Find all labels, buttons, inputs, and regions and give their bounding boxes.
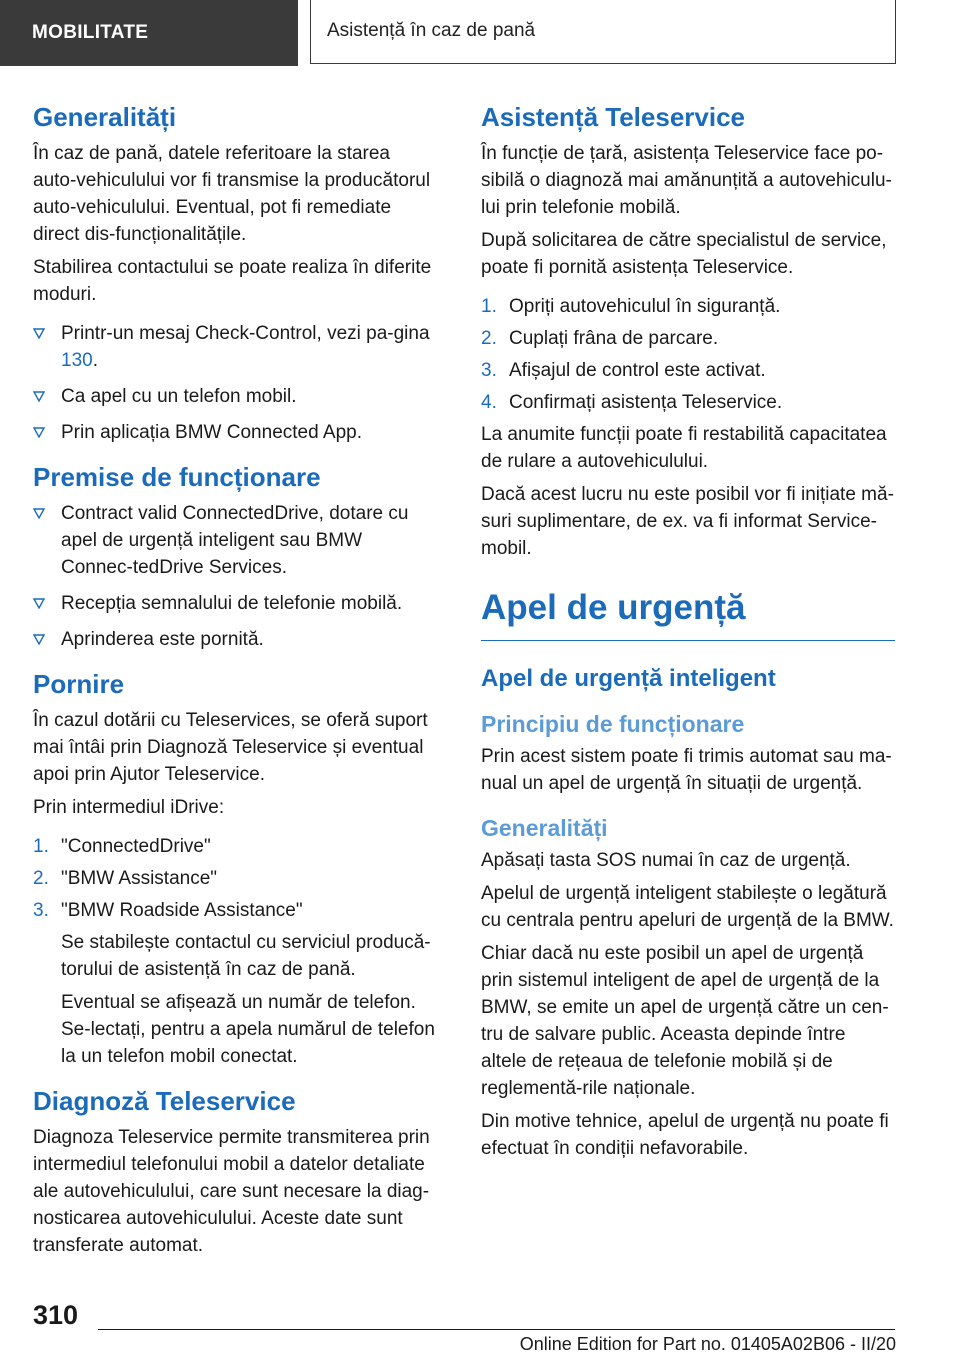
heading-premise: Premise de funcționare bbox=[33, 462, 321, 492]
triangle-bullet-icon bbox=[33, 598, 45, 609]
list-item: 3. Afișajul de control este activat. bbox=[481, 360, 766, 381]
list-item-text: Recepția semnalului de telefonie mobilă. bbox=[61, 593, 403, 614]
triangle-bullet-icon bbox=[33, 634, 45, 645]
paragraph: Apelul de urgență inteligent stabilește o legătură cu centrala pentru apeluri de urgență de la BMW. bbox=[481, 883, 894, 931]
left-column bbox=[33, 100, 438, 1265]
paragraph: Se stabilește contactul cu serviciul producă-torului de asistență în caz de pană. bbox=[61, 932, 431, 980]
heading-asistenta: Asistență Teleservice bbox=[481, 102, 745, 132]
paragraph: Din motive tehnice, apelul de urgență nu poate fi efectuat în condiții nefavorabile. bbox=[481, 1111, 889, 1159]
list-item-text: Contract valid ConnectedDrive, dotare cu apel de urgență inteligent sau BMW Connec-tedDrive Services. bbox=[61, 503, 409, 578]
list-item bbox=[33, 383, 438, 410]
heading-apel-de-urgenta: Apel de urgență bbox=[481, 586, 895, 641]
chapter-title: Asistență în caz de pană bbox=[310, 0, 896, 64]
list-item: 4. Confirmați asistența Teleservice. bbox=[481, 392, 783, 413]
contact-methods-list bbox=[33, 320, 438, 446]
list-item-text: Prin aplicația BMW Connected App. bbox=[61, 422, 362, 443]
list-item bbox=[33, 419, 438, 446]
paragraph: Stabilirea contactului se poate realiza în diferite moduri. bbox=[33, 257, 432, 305]
list-item bbox=[33, 590, 438, 617]
page-header bbox=[0, 0, 960, 66]
heading-apel-inteligent: Apel de urgență inteligent bbox=[481, 665, 776, 692]
right-column bbox=[481, 100, 895, 1168]
paragraph: Prin acest sistem poate fi trimis automat sau ma-nual un apel de urgență în situații de urgență. bbox=[481, 746, 892, 794]
list-item-text: Aprinderea este pornită. bbox=[61, 629, 264, 650]
heading-generalitati-apel: Generalități bbox=[481, 815, 608, 841]
list-item-text: Printr-un mesaj Check-Control, vezi pa-gina bbox=[61, 323, 430, 344]
heading-generalitati: Generalități bbox=[33, 102, 177, 132]
paragraph: Chiar dacă nu este posibil un apel de urgență prin sistemul inteligent de apel de urgență de la BMW, se emite un apel de urgență către un cen-tru de salvare public. Aceasta depinde între altele de rețeaua de telefonie mobilă și de reglementă-rile naționale. bbox=[481, 943, 889, 1099]
paragraph: În caz de pană, datele referitoare la starea auto-vehiculului vor fi transmise la producătorul auto-vehiculului. Eventual, pot fi remediate direct dis-funcționalitățile. bbox=[33, 143, 431, 245]
paragraph: În funcție de țară, asistența Teleservice face po-sibilă o diagnoză mai amănunțită a autovehiculu-lui prin telefonie mobilă. bbox=[481, 143, 892, 218]
page-number: 310 bbox=[33, 1300, 79, 1330]
list-item: 1. "ConnectedDrive" bbox=[33, 836, 211, 857]
paragraph: Dacă acest lucru nu este posibil vor fi inițiate mă-suri suplimentare, de ex. va fi informat Service-mobil. bbox=[481, 484, 894, 559]
teleservice-steps-list bbox=[481, 293, 895, 416]
list-item: Printr-un mesaj Check-Control, vezi pa-gina 130. bbox=[33, 320, 438, 374]
paragraph: În cazul dotării cu Teleservices, se oferă suport mai întâi prin Diagnoză Teleservice și eventual apoi prin Ajutor Teleservice. bbox=[33, 710, 428, 785]
paragraph: Eventual se afișează un număr de telefon. Se-lectați, pentru a apela numărul de telefon la un telefon mobil conectat. bbox=[61, 992, 435, 1067]
edition-note: Online Edition for Part no. 01405A02B06 - II/20 bbox=[519, 1334, 896, 1354]
heading-diagnoza: Diagnoză Teleservice bbox=[33, 1086, 296, 1116]
premise-list bbox=[33, 500, 438, 653]
list-item: 2. Cuplați frâna de parcare. bbox=[481, 328, 719, 349]
list-item: 2. "BMW Assistance" bbox=[33, 868, 218, 889]
paragraph: Apăsați tasta SOS numai în caz de urgență. bbox=[481, 850, 851, 871]
heading-pornire: Pornire bbox=[33, 669, 125, 699]
list-item bbox=[33, 626, 438, 653]
paragraph: Prin intermediul iDrive: bbox=[33, 797, 225, 818]
page-reference-link[interactable]: 130 bbox=[61, 350, 93, 371]
triangle-bullet-icon bbox=[33, 391, 45, 402]
triangle-bullet-icon bbox=[33, 328, 45, 339]
idrive-steps-list bbox=[33, 833, 438, 924]
list-item: 3. "BMW Roadside Assistance" bbox=[33, 900, 303, 921]
triangle-bullet-icon bbox=[33, 508, 45, 519]
footer-divider bbox=[98, 1329, 895, 1330]
heading-principiu: Principiu de funcționare bbox=[481, 711, 745, 737]
section-title: MOBILITATE bbox=[0, 0, 298, 66]
list-item: 1. Opriți autovehiculul în siguranță. bbox=[481, 296, 781, 317]
list-item bbox=[33, 500, 438, 581]
paragraph: La anumite funcții poate fi restabilită capacitatea de rulare a autovehiculului. bbox=[481, 424, 887, 472]
list-item-text: Ca apel cu un telefon mobil. bbox=[61, 386, 297, 407]
triangle-bullet-icon bbox=[33, 427, 45, 438]
paragraph: Diagnoza Teleservice permite transmiterea prin intermediul telefonului mobil a datelor detaliate ale autovehiculului, care sunt necesare la diag-nosticarea autovehiculului. Aceste date sunt transferate automat. bbox=[33, 1127, 430, 1256]
paragraph: După solicitarea de către specialistul de service, poate fi pornită asistența Teleservice. bbox=[481, 230, 887, 278]
